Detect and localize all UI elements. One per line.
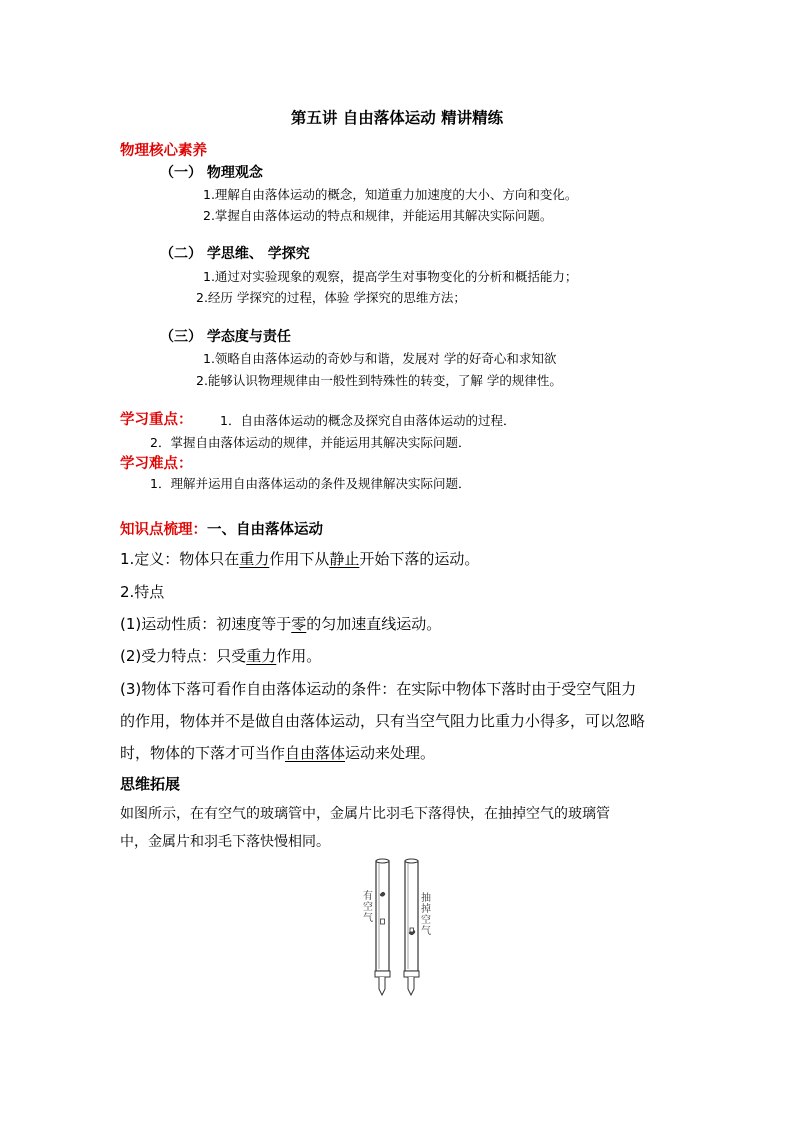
difficult-points-label: 学习难点： <box>120 455 193 472</box>
definition-text-a: 1.定义：物体只在 <box>120 550 240 568</box>
knowledge-heading-row <box>120 518 323 539</box>
feature-1-underline: 零 <box>291 615 307 633</box>
feature-1-text-a: (1)运动性质：初速度等于 <box>120 615 292 633</box>
feature-3-text-b: 运动来处理。 <box>345 744 436 762</box>
section-1-label: （一） 物理观念 <box>160 165 263 181</box>
key-point-2: 2．掌握自由落体运动的规律，并能运用其解决实际问题． <box>150 435 471 450</box>
definition-text-c: 开始下落的运动。 <box>359 550 480 568</box>
section-2-item-1: 1.通过对实验现象的观察，提高学生对事物变化的分析和概括能力； <box>203 269 578 284</box>
difficult-point-1: 1．理解并运用自由落体运动的条件及规律解决实际问题． <box>150 476 471 491</box>
feature-1-text-b: 的匀加速直线运动。 <box>306 615 442 633</box>
feature-3-line-1: (3)物体下落可看作自由落体运动的条件：在实际中物体下落时由于受空气阻力 <box>120 680 637 698</box>
section-2-label: （二） 学思维、 学探究 <box>160 246 310 262</box>
feature-1 <box>120 613 441 634</box>
section-3-item-1: 1.领略自由落体运动的奇妙与和谐，发展对 学的好奇心和求知欲 <box>203 351 557 366</box>
feature-3-line-3 <box>120 742 435 763</box>
tubes-illustration <box>360 855 450 1005</box>
core-literacy-heading: 物理核心素养 <box>120 142 207 159</box>
feature-2-underline: 重力 <box>246 647 277 665</box>
section-1-item-2: 2.掌握自由落体运动的特点和规律，并能运用其解决实际问题。 <box>203 208 553 223</box>
knowledge-heading: 一、自由落体运动 <box>207 521 323 538</box>
section-2-item-2: 2.经历 学探究的过程，体验 学探究的思维方法； <box>196 290 466 305</box>
section-3-item-2: 2.能够认识物理规律由一般性到特殊性的转变，了解 学的规律性。 <box>196 373 562 388</box>
feature-2-text-b: 作用。 <box>276 647 322 665</box>
key-point-1: 1．自由落体运动的概念及探究自由落体运动的过程． <box>220 413 516 428</box>
feature-3-line-2: 的作用，物体并不是做自由落体运动，只有当空气阻力比重力小得多，可以忽略 <box>120 712 646 730</box>
definition-underline-gravity: 重力 <box>239 550 270 568</box>
feature-3-underline: 自由落体 <box>285 744 346 762</box>
left-tube-label: 有空气 <box>363 891 373 924</box>
extension-heading: 思维拓展 <box>120 775 181 793</box>
key-points-label: 学习重点： <box>120 411 193 428</box>
right-tube <box>404 859 419 995</box>
feature-3-text-a: 时，物体的下落才可当作 <box>120 744 286 762</box>
extension-line-1: 如图所示，在有空气的玻璃管中，金属片比羽毛下落得快，在抽掉空气的玻璃管 <box>120 806 610 822</box>
feature-2 <box>120 645 321 666</box>
left-tube <box>375 859 390 995</box>
definition-text-b: 作用下从 <box>269 550 330 568</box>
right-tube-label: 抽掉空气 <box>421 893 431 937</box>
definition-underline-rest: 静止 <box>329 550 360 568</box>
extension-line-2: 中，金属片和羽毛下落快慢相同。 <box>120 834 330 850</box>
definition-line <box>120 548 479 569</box>
section-1-item-1: 1.理解自由落体运动的概念，知道重力加速度的大小、方向和变化。 <box>203 187 578 202</box>
section-3-label: （三） 学态度与责任 <box>160 329 291 345</box>
features-heading: 2.特点 <box>120 583 165 601</box>
page-title: 第五讲 自由落体运动 精讲精练 <box>290 108 504 127</box>
knowledge-label: 知识点梳理： <box>120 521 207 538</box>
feature-2-text-a: (2)受力特点：只受 <box>120 647 247 665</box>
glass-tube-figure <box>360 855 450 1005</box>
